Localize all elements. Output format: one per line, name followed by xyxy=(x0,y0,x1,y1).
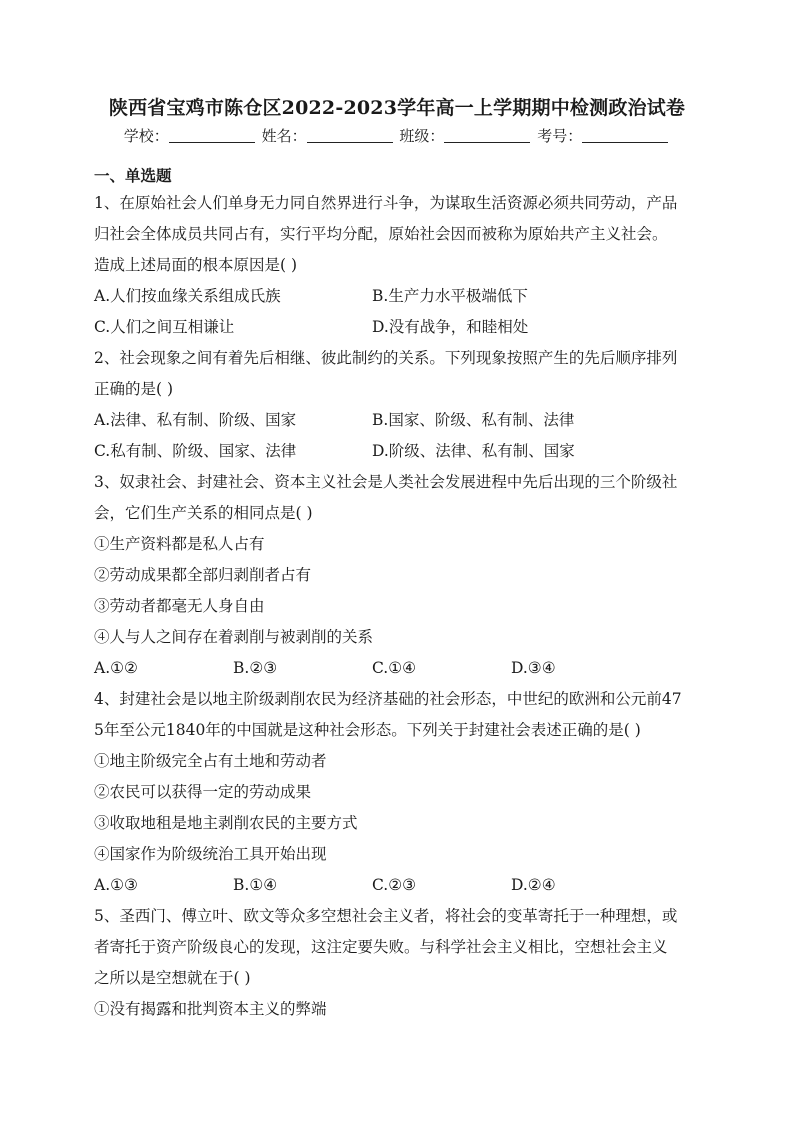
exam-number-blank[interactable] xyxy=(582,126,668,143)
name-label: 姓名： xyxy=(261,127,307,145)
option-row xyxy=(94,281,700,312)
option-row xyxy=(94,653,700,684)
option-b: B.国家、阶级、私有制、法律 xyxy=(372,411,575,429)
question-1 xyxy=(94,188,700,343)
question-line: 1、在原始社会人们单身无力同自然界进行斗争，为谋取生活资源必须共同劳动，产品 xyxy=(94,194,678,212)
section-heading: 一、单选题 xyxy=(94,166,172,185)
statement-item: ④国家作为阶级统治工具开始出现 xyxy=(94,845,327,863)
option-c: C.人们之间互相谦让 xyxy=(94,318,235,336)
option-a: A.人们按血缘关系组成氏族 xyxy=(94,287,281,305)
question-line: 2、社会现象之间有着先后相继、彼此制约的关系。下列现象按照产生的先后顺序排列 xyxy=(94,349,678,367)
option-b: B.②③ xyxy=(233,659,278,677)
exam-number-label: 考号： xyxy=(537,127,583,145)
statement-item: ③收取地租是地主剥削农民的主要方式 xyxy=(94,814,358,832)
option-b: B.生产力水平极端低下 xyxy=(372,287,528,305)
question-line: 5年至公元1840年的中国就是这种社会形态。下列关于封建社会表述正确的是( ) xyxy=(94,721,641,739)
question-list xyxy=(94,164,700,1025)
class-label: 班级： xyxy=(399,127,445,145)
option-a: A.法律、私有制、阶级、国家 xyxy=(94,411,297,429)
school-blank[interactable] xyxy=(169,126,255,143)
question-line: 者寄托于资产阶级良心的发现，这注定要失败。与科学社会主义相比，空想社会主义 xyxy=(94,938,668,956)
option-d: D.②④ xyxy=(511,876,556,894)
statement-item: ②劳动成果都全部归剥削者占有 xyxy=(94,566,312,584)
option-d: D.③④ xyxy=(511,659,556,677)
statement-item: ②农民可以获得一定的劳动成果 xyxy=(94,783,312,801)
question-line: 归社会全体成员共同占有，实行平均分配，原始社会因而被称为原始共产主义社会。 xyxy=(94,225,668,243)
option-d: D.没有战争，和睦相处 xyxy=(372,318,529,336)
page-title: 陕西省宝鸡市陈仓区2022-2023学年高一上学期期中检测政治试卷 xyxy=(108,97,686,119)
option-d: D.阶级、法律、私有制、国家 xyxy=(372,442,575,460)
option-c: C.②③ xyxy=(372,876,417,894)
question-4 xyxy=(94,684,700,901)
question-line: 5、圣西门、傅立叶、欧文等众多空想社会主义者，将社会的变革寄托于一种理想，或 xyxy=(94,907,678,925)
statement-item: ①地主阶级完全占有土地和劳动者 xyxy=(94,752,327,770)
statement-item: ①没有揭露和批判资本主义的弊端 xyxy=(94,1000,327,1018)
question-3 xyxy=(94,467,700,684)
question-5 xyxy=(94,901,700,1025)
option-c: C.①④ xyxy=(372,659,417,677)
question-line: 正确的是( ) xyxy=(94,380,174,398)
statement-item: ①生产资料都是私人占有 xyxy=(94,535,265,553)
statement-item: ④人与人之间存在着剥削与被剥削的关系 xyxy=(94,628,374,646)
question-line: 4、封建社会是以地主阶级剥削农民为经济基础的社会形态，中世纪的欧洲和公元前47 xyxy=(94,690,682,708)
option-b: B.①④ xyxy=(233,876,278,894)
class-blank[interactable] xyxy=(444,126,530,143)
option-row xyxy=(94,405,700,436)
question-2 xyxy=(94,343,700,467)
student-info-line xyxy=(0,124,794,148)
school-label: 学校： xyxy=(123,127,169,145)
option-row xyxy=(94,870,700,901)
name-blank[interactable] xyxy=(307,126,393,143)
question-line: 3、奴隶社会、封建社会、资本主义社会是人类社会发展进程中先后出现的三个阶级社 xyxy=(94,473,678,491)
statement-item: ③劳动者都毫无人身自由 xyxy=(94,597,265,615)
option-row xyxy=(94,436,700,467)
option-row xyxy=(94,312,700,343)
question-line: 之所以是空想就在于( ) xyxy=(94,969,251,987)
option-a: A.①② xyxy=(94,659,138,677)
question-line: 会，它们生产关系的相同点是( ) xyxy=(94,504,313,522)
option-a: A.①③ xyxy=(94,876,138,894)
option-c: C.私有制、阶级、国家、法律 xyxy=(94,442,297,460)
question-line: 造成上述局面的根本原因是( ) xyxy=(94,256,298,274)
